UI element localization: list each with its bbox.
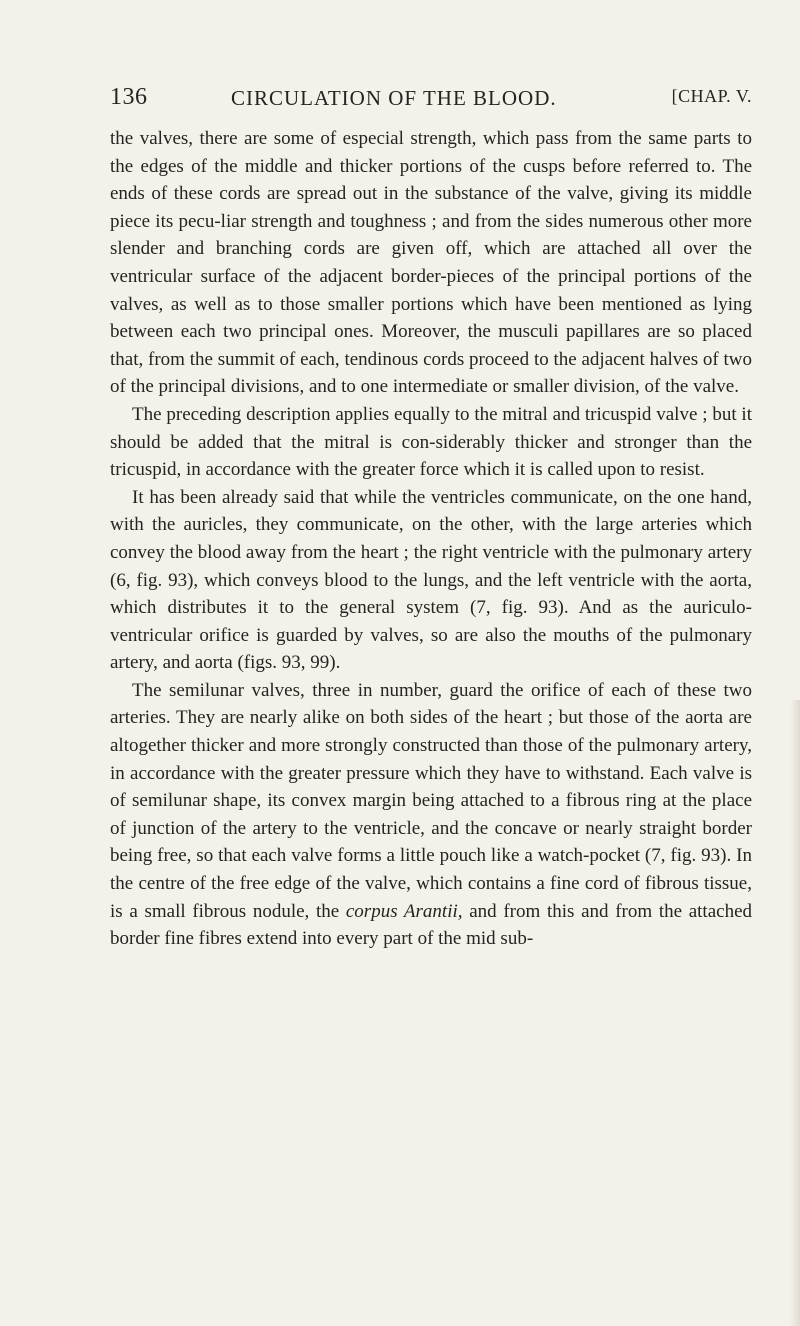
page-header <box>110 84 752 114</box>
paragraph-4 <box>110 677 752 953</box>
body-text <box>110 125 752 953</box>
paragraph-4-end: and from this and from the attached border fine fibres extend into every part of the mid sub- <box>110 900 753 950</box>
chapter-label: [CHAP. V. <box>671 86 752 106</box>
running-title: CIRCULATION OF THE BLOOD. <box>231 86 557 110</box>
paragraph-3: It has been already said that while the ventricles communicate, on the one hand, with the auricles, they communicate, on the other, with the large arteries which convey the blood away from the heart ; the right ventricle with the pulmonary artery (6, fig. 93), which conveys blood to the lungs, and the left ventricle with the aorta, which distributes it to the general system (7, fig. 93). And as the auriculo-ventricular orifice is guarded by valves, so are also the mouths of the pulmonary artery, and aorta (figs. 93, 99). <box>110 486 752 674</box>
corpus-arantii-term: corpus Arantii, <box>345 900 463 922</box>
page-number: 136 <box>110 84 148 110</box>
page-edge-shadow <box>790 700 800 1326</box>
paragraph-4-text: The semilunar valves, three in number, guard the orifice of each of these two arteries. They are nearly alike on both sides of the heart ; but those of the aorta are altogether thicker and more strongly constructed than those of the pulmonary artery, in accordance with the greater pressure which they have to withstand. Each valve is of semilunar shape, its convex margin being attached to a fibrous ring at the place of junction of the artery to the ventricle, and the concave or nearly straight border being free, so that each valve forms a little pouch like a watch-pocket (7, fig. 93). In the centre of the free edge of the valve, which contains a fine cord of fibrous tissue, is a small fibrous nodule, the <box>110 679 752 922</box>
paragraph-2: The preceding description applies equally to the mitral and tricuspid valve ; but it should be added that the mitral is con-siderably thicker and stronger than the tricuspid, in accordance with the greater force which it is called upon to resist. <box>110 403 752 481</box>
paragraph-1: the valves, there are some of especial strength, which pass from the same parts to the edges of the middle and thicker portions of the cusps before referred to. The ends of these cords are spread out in the substance of the valve, giving its middle piece its pecu-liar strength and toughness ; and from the sides numerous other more slender and branching cords are given off, which are attached all over the ventricular surface of the adjacent border-pieces of the principal portions of the valves, as well as to those smaller portions which have been mentioned as lying between each two principal ones. Moreover, the musculi papillares are so placed that, from the summit of each, tendinous cords proceed to the adjacent halves of two of the principal divisions, and to one intermediate or smaller division, of the valve. <box>110 128 752 398</box>
